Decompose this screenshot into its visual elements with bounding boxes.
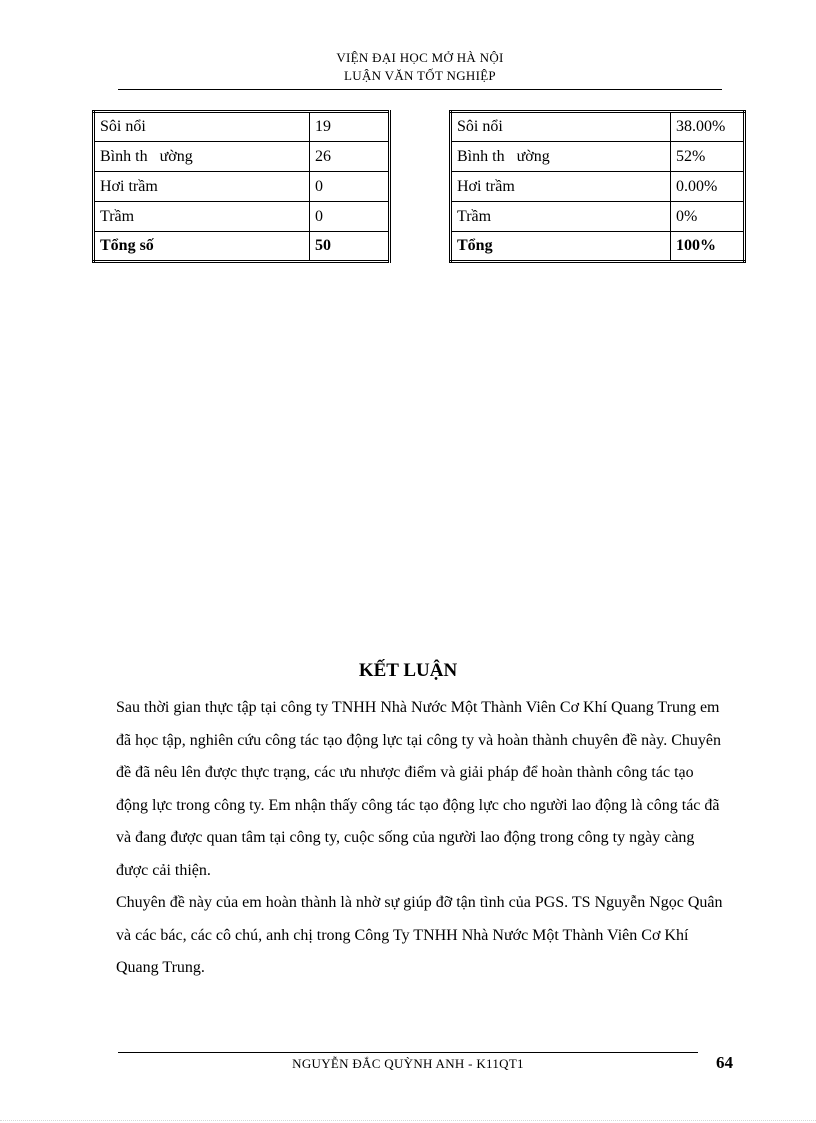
total-value: 50 [310, 232, 390, 262]
row-label: Hơi trầm [451, 172, 671, 202]
total-label: Tổng [451, 232, 671, 262]
table-row [94, 172, 390, 202]
percentage-table [449, 110, 746, 263]
table-row [94, 142, 390, 172]
table-row [94, 202, 390, 232]
total-label: Tổng số [94, 232, 310, 262]
acknowledgement-paragraph: Chuyên đề này của em hoàn thành là nhờ sự giúp đỡ tận tình của PGS. TS Nguyễn Ngọc Quân và các bác, các cô chú, anh chị trong Công Ty TNHH Nhà Nước Một Thành Viên Cơ Khí Quang Trung. [116, 894, 723, 976]
row-value: 38.00% [671, 112, 745, 142]
page-header [118, 49, 722, 85]
table-row [451, 172, 745, 202]
table-total-row [94, 232, 390, 262]
row-value: 0% [671, 202, 745, 232]
header-divider [118, 89, 722, 90]
row-value: 19 [310, 112, 390, 142]
row-value: 26 [310, 142, 390, 172]
row-value: 0.00% [671, 172, 745, 202]
row-label: Sôi nổi [94, 112, 310, 142]
row-label: Sôi nổi [451, 112, 671, 142]
table-total-row [451, 232, 745, 262]
footer-divider [118, 1052, 698, 1053]
table-row [451, 202, 745, 232]
table-row [94, 112, 390, 142]
table-row [451, 142, 745, 172]
total-value: 100% [671, 232, 745, 262]
page-edge-divider [0, 1120, 816, 1121]
row-label: Hơi trầm [94, 172, 310, 202]
row-label: Trầm [94, 202, 310, 232]
row-value: 0 [310, 202, 390, 232]
conclusion-title: KẾT LUẬN [358, 660, 458, 681]
header-institution: VIỆN ĐẠI HỌC MỞ HÀ NỘI [336, 50, 504, 65]
count-table [92, 110, 391, 263]
row-label: Trầm [451, 202, 671, 232]
conclusion-body [116, 692, 726, 985]
row-label: Bình th ường [451, 142, 671, 172]
header-doc-type: LUẬN VĂN TỐT NGHIỆP [344, 68, 496, 83]
conclusion-paragraph: Sau thời gian thực tập tại công ty TNHH Nhà Nước Một Thành Viên Cơ Khí Quang Trung em đã học tập, nghiên cứu công tác tạo động lực tại công ty và hoàn thành chuyên đề này. Chuyên đề đã nêu lên được thực trạng, các ưu nhược điểm và giải pháp để hoàn thành công tác tạo động lực trong công ty. Em nhận thấy công tác tạo động lực cho người lao động là công tác đã và đang được quan tâm tại công ty, cuộc sống của người lao động trong công ty ngày càng được cải thiện. [116, 699, 722, 879]
row-value: 0 [310, 172, 390, 202]
row-value: 52% [671, 142, 745, 172]
footer-author: NGUYỄN ĐẮC QUỲNH ANH - K11QT1 [292, 1056, 524, 1071]
page-number: 64 [716, 1053, 733, 1072]
table-row [451, 112, 745, 142]
row-label: Bình th ường [94, 142, 310, 172]
